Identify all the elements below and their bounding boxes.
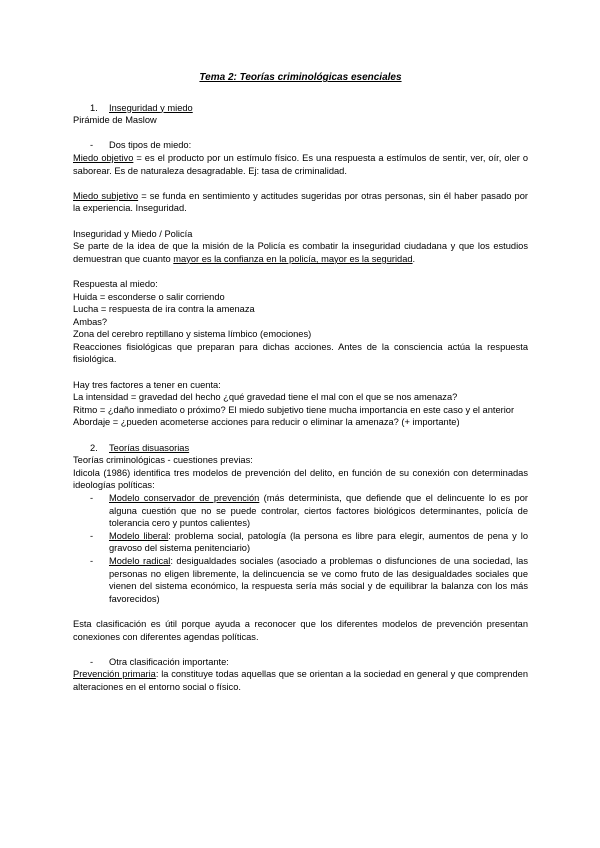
subjective-fear-text: = se funda en sentimiento y actitudes sugeridas por otras personas, sin él haber pasado por la experiencia. Inseguridad. — [73, 190, 528, 214]
list-item-body: : problema social, patología (la persona es libre para elegir, aumentos de pena y lo gravoso del sistema penitenciario) — [109, 530, 528, 554]
list-item — [90, 555, 528, 605]
list-item — [90, 530, 528, 555]
fear-response-line: Respuesta al miedo: — [73, 278, 158, 289]
bullet-dash: - — [90, 493, 94, 503]
insecurity-police-line: Inseguridad y Miedo / Policía — [73, 228, 193, 239]
police-text-a: Se parte de la idea de que la misión de la Policía es combatir la inseguridad ciudadana y que los estudios demuestran que cuanto — [73, 241, 528, 264]
list-item-body: (más determinista, que defiende que el delincuente lo es por alguna cuestión que no se puede controlar, ciertos factores biológicos determinantes, policía de tolerancia cero y puntos calientes) — [109, 493, 528, 529]
primary-prevention-text: : la constituye todas aquellas que se orientan a la sociedad en general y que comprenden alteraciones en el entorno social o físico. — [73, 669, 528, 692]
primary-prevention-term: Prevención primaria — [73, 669, 156, 680]
classification-paragraph: Esta clasificación es útil porque ayuda a reconocer que los diferentes modelos de prevención presentan conexiones con diferentes agendas políticas. — [73, 618, 528, 642]
objective-fear-term: Miedo objetivo — [73, 152, 134, 163]
three-factors-line: Hay tres factores a tener en cuenta: — [73, 379, 221, 390]
objective-fear-text: = es el producto por un estímulo físico. Es una respuesta a estímulos de sentir, ver, oír, oler o saborear. Es de naturaleza desagradable. Ej: tasa de criminalidad. — [73, 152, 528, 176]
bullet-dash: - — [90, 555, 94, 566]
section-1-number: 1. — [90, 102, 98, 113]
brain-zone-line: Zona del cerebro reptillano y sistema límbico (emociones) — [73, 329, 312, 340]
rhythm-paragraph: Ritmo = ¿daño inmediato o próximo? El miedo subjetivo tiene mucha importancia en este caso y el anterior — [73, 404, 515, 415]
list-item-term: Modelo liberal — [109, 530, 169, 541]
police-text-b: . — [412, 253, 416, 264]
section-1-heading — [90, 102, 528, 115]
list-item-term: Modelo conservador de prevención — [109, 493, 260, 503]
physiological-paragraph: Reacciones fisiológicas que preparan para dichas acciones. Antes de la consciencia actúa la respuesta fisiológica. — [73, 341, 528, 365]
primary-prevention-paragraph — [73, 668, 528, 693]
section-2-number: 2. — [90, 442, 98, 453]
bullet-dash: - — [90, 530, 94, 541]
list-item-text — [109, 530, 528, 555]
list-item-text — [109, 555, 528, 605]
approach-line: Abordaje = ¿pueden acometerse acciones para reducir o eliminar la amenaza? (+ importante) — [73, 417, 460, 428]
police-text-underlined: mayor es la confianza en la policía, mayor es la seguridad — [173, 253, 413, 264]
list-item-body: : desigualdades sociales (asociado a problemas o disfunciones de una sociedad, las personas no eligen libremente, la delincuencia se ve como fruto de las desigualdades sociales que vienen del sistema económico, la respuesta sería más social y de equilibrar la balanza con los más favorecidos) — [109, 555, 528, 604]
list-item — [90, 492, 528, 530]
fear-types-bullet — [90, 139, 528, 152]
document-title: Tema 2: Teorías criminológicas esenciales — [199, 72, 402, 83]
fear-types-text: Dos tipos de miedo: — [109, 140, 192, 151]
prevention-models-list — [73, 492, 528, 605]
idicola-paragraph: Idicola (1986) identifica tres modelos de prevención del delito, en función de su conexión con determinadas ideologías políticas: — [73, 467, 528, 491]
section-2-title: Teorías disuasorias — [109, 442, 190, 453]
subjective-fear-term: Miedo subjetivo — [73, 190, 139, 201]
section-2-heading — [90, 442, 528, 455]
flight-line: Huida = esconderse o salir corriendo — [73, 291, 225, 302]
both-line: Ambas? — [73, 316, 108, 327]
bullet-dash: - — [90, 140, 94, 151]
other-classification-bullet — [90, 656, 528, 669]
police-paragraph — [73, 240, 528, 265]
bullet-dash: - — [90, 656, 94, 667]
list-item-term: Modelo radical — [109, 555, 171, 566]
prior-questions-line: Teorías criminológicas - cuestiones previas: — [73, 455, 253, 466]
objective-fear-paragraph — [73, 152, 528, 177]
maslow-line: Pirámide de Maslow — [73, 115, 157, 126]
list-item-text — [109, 492, 528, 530]
subjective-fear-paragraph — [73, 190, 528, 215]
document-body — [73, 72, 528, 694]
section-1-title: Inseguridad y miedo — [109, 102, 193, 113]
other-classification-text: Otra clasificación importante: — [109, 656, 229, 667]
fight-line: Lucha = respuesta de ira contra la amenaza — [73, 304, 255, 315]
intensity-line: La intensidad = gravedad del hecho ¿qué gravedad tiene el mal con el que se nos amenaza? — [73, 392, 458, 403]
